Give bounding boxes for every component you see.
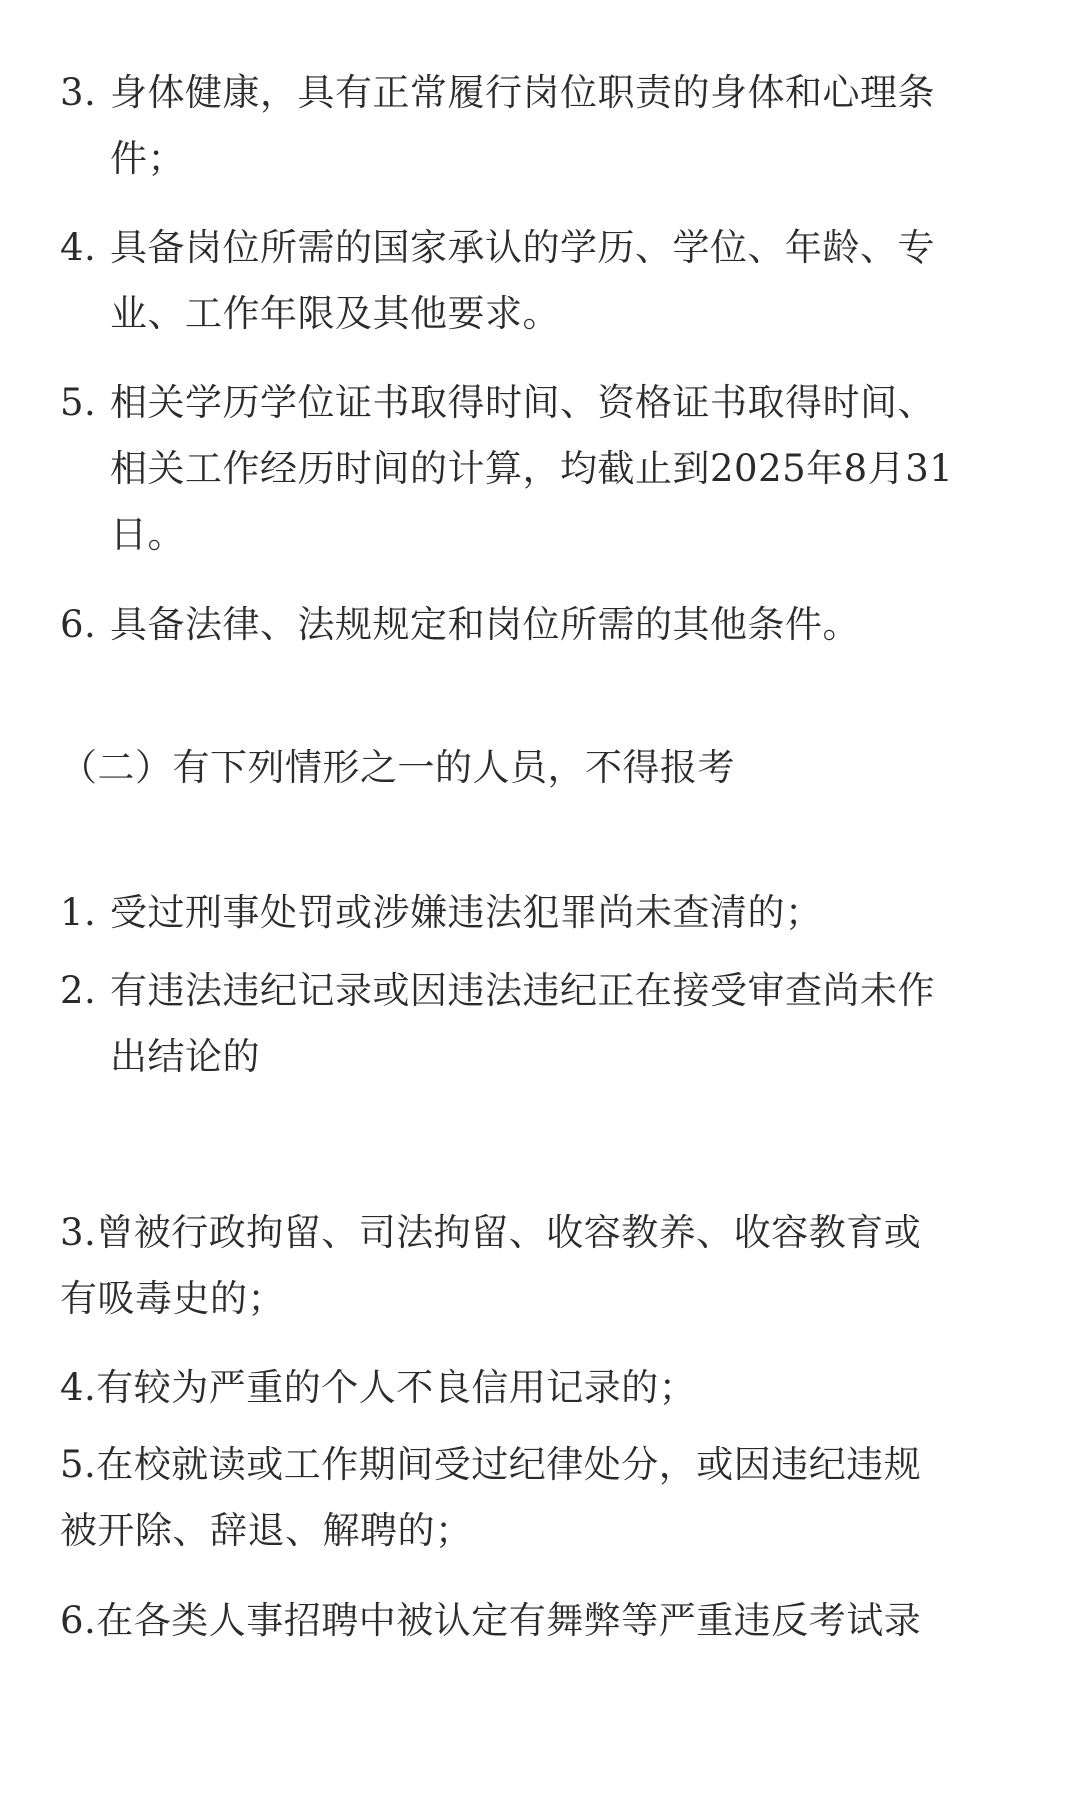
list-item-text: 具备法律、法规规定和岗位所需的其他条件。 xyxy=(110,603,860,646)
list-item-text: 3.曾被行政拘留、司法拘留、收容教养、收容教育或 xyxy=(60,1211,922,1254)
list-item-text: 6.在各类人事招聘中被认定有舞弊等严重违反考试录 xyxy=(60,1599,922,1642)
list-item-text: 具备岗位所需的国家承认的学历、学位、年龄、专 xyxy=(110,226,935,269)
list-item-text: 身体健康，具有正常履行岗位职责的身体和心理条 xyxy=(110,71,935,114)
list-item xyxy=(60,1200,1020,1332)
list-item-text: 5.在校就读或工作期间受过纪律处分，或因违纪违规 xyxy=(60,1443,922,1486)
list-item xyxy=(60,880,1020,946)
list-item-number: 1. xyxy=(60,891,97,934)
list-item xyxy=(60,1432,1020,1564)
list-item-text: 有吸毒史的； xyxy=(60,1277,285,1320)
list-item xyxy=(60,60,1020,192)
list-item xyxy=(60,958,1020,1090)
list-item-text: 出结论的 xyxy=(110,1035,260,1078)
list-item-number: 2. xyxy=(60,969,97,1012)
list-item-number: 6. xyxy=(60,603,97,646)
list-item xyxy=(60,1588,1020,1654)
list-item-text: 日。 xyxy=(110,513,185,556)
list-item-number: 4. xyxy=(60,226,97,269)
list-item-text: 被开除、辞退、解聘的； xyxy=(60,1509,473,1552)
section-heading: （二）有下列情形之一的人员，不得报考 xyxy=(60,746,735,789)
list-item xyxy=(60,370,1020,568)
list-item-number: 5. xyxy=(60,381,97,424)
list-item-number: 3. xyxy=(60,71,97,114)
list-item-text: 4.有较为严重的个人不良信用记录的； xyxy=(60,1366,697,1409)
list-item-text: 受过刑事处罚或涉嫌违法犯罪尚未查清的； xyxy=(110,891,823,934)
list-item-text: 件； xyxy=(110,137,185,180)
list-item xyxy=(60,215,1020,347)
list-item-text: 有违法违纪记录或因违法违纪正在接受审查尚未作 xyxy=(110,969,935,1012)
list-item xyxy=(60,1355,1020,1421)
list-item-text: 相关工作经历时间的计算，均截止到2025年8月31 xyxy=(110,447,954,490)
list-item-text: 业、工作年限及其他要求。 xyxy=(110,292,560,335)
list-item-text: 相关学历学位证书取得时间、资格证书取得时间、 xyxy=(110,381,935,424)
list-item xyxy=(60,592,1020,658)
